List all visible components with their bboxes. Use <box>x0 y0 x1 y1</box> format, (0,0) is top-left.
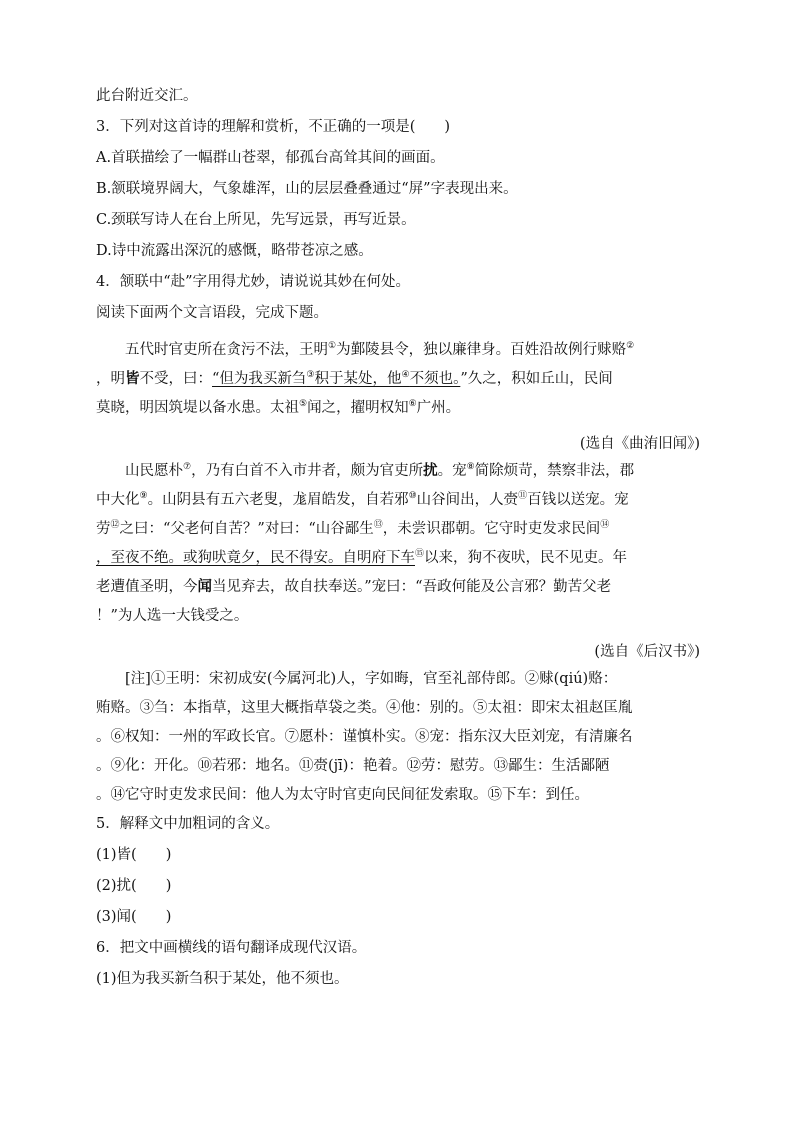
passage-2-line: ！”为人选一大钱受之。 <box>96 608 249 624</box>
note-marker: ② <box>626 341 635 351</box>
note-marker: ① <box>328 341 337 351</box>
note-marker: ⑦ <box>183 462 192 472</box>
passage-text: 不受，曰： <box>139 371 212 387</box>
reading-instruction: 阅读下面两个文言语段，完成下题。 <box>96 305 328 321</box>
passage-text: 。宠 <box>437 463 467 479</box>
prev-question-tail: 此台附近交汇。 <box>96 88 198 104</box>
question-6: 6．把文中画横线的语句翻译成现代汉语。 <box>96 940 367 956</box>
question-3-option-c: C.颈联写诗人在台上所见，先写远景，再写近景。 <box>96 212 416 228</box>
note-marker: ⑩ <box>408 491 417 501</box>
passage-2-line <box>96 519 700 548</box>
note-line: [注]①王明：宋初成安(今属河北)人，字如晦，官至礼部侍郎。②赇(qiú)赂： <box>125 671 618 687</box>
passage-2-line <box>96 548 700 577</box>
passage-1-line <box>96 398 700 427</box>
passage-text: 五代时官吏所在贪污不法，王明 <box>125 342 328 358</box>
note-line: 。⑭它守时吏发求民间：他人为太守时官吏向民间征发索取。⑮下车：到任。 <box>96 787 589 803</box>
underlined-sentence-2-cont <box>343 550 416 566</box>
note-marker: ⑨ <box>139 491 148 501</box>
passage-text: ，乃有白首不入市井者，颇为官吏所 <box>191 463 424 479</box>
note-line: 。⑥权知：一州的军政长官。⑦愿朴：谨慎朴实。⑧宠：指东汉大臣刘宠，有清廉名 <box>96 729 633 745</box>
passage-text: ，明 <box>96 371 125 387</box>
note-marker: ③ <box>306 370 315 380</box>
passage-2 <box>96 461 700 669</box>
note-marker: ⑭ <box>600 520 610 530</box>
note-marker: ⑥ <box>408 399 417 409</box>
annotation-notes <box>96 669 700 814</box>
question-5: 5．解释文中加粗词的含义。 <box>96 816 280 832</box>
passage-text: 山谷间出，人赍 <box>416 492 519 508</box>
passage-2-line <box>96 461 700 490</box>
passage-text: 简除烦苛，禁察非法，郡 <box>474 463 635 479</box>
passage-2-line <box>96 490 700 519</box>
passage-1 <box>96 340 700 461</box>
passage-text: 山民愿朴 <box>125 463 183 479</box>
question-4: 4．颔联中“赴”字用得尤妙，请说说其妙在何处。 <box>96 274 411 290</box>
question-3-stem: 3．下列对这首诗的理解和赏析，不正确的一项是( ) <box>96 119 451 135</box>
bold-word-rao: 扰 <box>423 462 438 479</box>
passage-text: 劳 <box>96 521 111 537</box>
note-marker: ⑬ <box>373 520 383 530</box>
question-3-option-d: D.诗中流露出深沉的感慨，略带苍凉之感。 <box>96 243 373 259</box>
question-6-item-1: (1)但为我买新刍积于某处，他不须也。 <box>96 971 349 987</box>
passage-1-line <box>96 369 700 398</box>
passage-text: ”久之，积如丘山，民间 <box>460 371 613 387</box>
passage-2-source: (选自《后汉书》) <box>594 644 700 660</box>
passage-1-source: (选自《曲洧旧闻》) <box>579 436 700 452</box>
note-marker: ④ <box>401 370 410 380</box>
passage-1-line <box>96 340 700 369</box>
passage-text: 为鄞陵县令，独以廉律身。百姓沿故例行赇赂 <box>336 342 627 358</box>
passage-text: 当见弃去，故自扶奉送。”宠曰：“吾政何能及公言邪？勤苦父老 <box>212 579 612 595</box>
question-3-option-b: B.颔联境界阔大，气象雄浑，山的层层叠叠通过“屏”字表现出来。 <box>96 181 518 197</box>
passage-text: “但为我买新刍 <box>212 371 307 387</box>
bold-word-jie: 皆 <box>125 370 140 387</box>
note-marker: ⑮ <box>415 549 425 559</box>
passage-text: 不须也。 <box>409 371 461 387</box>
question-5-item-2: (2)扰( ) <box>96 878 172 894</box>
passage-text: 积于某处，他 <box>314 371 402 387</box>
underlined-sentence-2: ，至夜不绝。或狗吠竟夕，民不得安。 <box>96 550 343 566</box>
passage-text: 老遭值圣明，今 <box>96 579 198 595</box>
passage-text: 中大化 <box>96 492 140 508</box>
document-page <box>96 86 700 1000</box>
question-5-item-1: (1)皆( ) <box>96 847 172 863</box>
note-marker: ⑧ <box>466 462 475 472</box>
passage-text: 。山阴县有五六老叟，尨眉皓发，自若邪 <box>147 492 409 508</box>
note-marker: ⑤ <box>299 399 308 409</box>
note-marker: ⑫ <box>110 520 120 530</box>
passage-text: 以来，狗不夜吠，民不见吏。年 <box>424 550 628 566</box>
underlined-sentence-1 <box>212 371 460 387</box>
note-line: 贿赂。③刍：本指草，这里大概指草袋之类。④他：别的。⑤太祖：即宋太祖赵匡胤 <box>96 700 633 716</box>
passage-text: 之曰：“父老何自苦？”对曰：“山谷鄙生 <box>119 521 374 537</box>
passage-text: 自明府下车 <box>342 550 415 566</box>
passage-text: 百钱以送宠。宠 <box>527 492 629 508</box>
bold-word-wen: 闻 <box>197 578 212 595</box>
note-marker: ⑪ <box>518 491 528 501</box>
passage-text: 莫晓，明因筑堤以备水患。太祖 <box>96 400 299 416</box>
passage-text: 闻之，擢明权知 <box>307 400 409 416</box>
passage-2-line <box>96 577 700 606</box>
question-5-item-3: (3)闻( ) <box>96 909 172 925</box>
passage-text: ，未尝识郡朝。它守时吏发求民间 <box>382 521 601 537</box>
note-line: 。⑨化：开化。⑩若邪：地名。⑪赍(jī)：艳着。⑫劳：慰劳。⑬鄙生：生活鄙陋 <box>96 758 610 774</box>
passage-text: 广州。 <box>416 400 461 416</box>
question-3-option-a: A.首联描绘了一幅群山苍翠，郁孤台高耸其间的画面。 <box>96 150 445 166</box>
